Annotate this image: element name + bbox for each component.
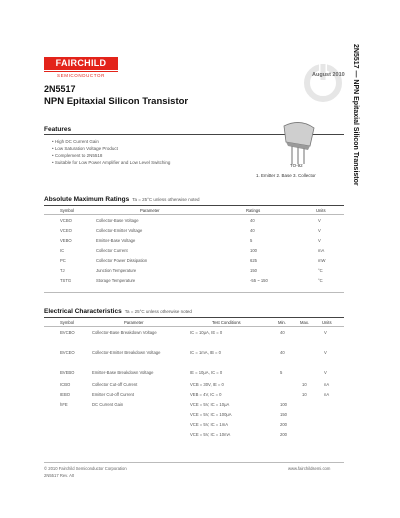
- cell-rating: 100: [250, 248, 257, 253]
- package-name: TO-92: [290, 163, 303, 168]
- elec-col-symbol: Symbol: [60, 320, 74, 325]
- cell-min: 40: [280, 350, 285, 355]
- cell-rating: 40: [250, 218, 255, 223]
- elec-heading: [44, 308, 192, 315]
- cell-units: V: [318, 218, 321, 223]
- abs-max-rule-top: [44, 205, 344, 206]
- cell-max: 10: [302, 382, 307, 387]
- elec-rule-top: [44, 317, 344, 318]
- footer-website[interactable]: www.fairchildsemi.com: [288, 466, 331, 471]
- document-title: NPN Epitaxial Silicon Transistor: [44, 96, 189, 107]
- cell-parameter: Collector-Emitter Breakdown Voltage: [92, 350, 161, 355]
- cell-units: V: [318, 228, 321, 233]
- elec-note: Ta = 25°C unless otherwise noted: [124, 309, 192, 314]
- cell-conditions: VCB = 30V, IE = 0: [190, 382, 224, 387]
- footer-rule: [44, 462, 344, 463]
- part-number: 2N5517: [44, 84, 76, 94]
- abs-max-heading: [44, 196, 199, 203]
- abs-max-rule-bottom: [44, 292, 344, 293]
- cell-units: V: [324, 330, 327, 335]
- cell-symbol: VEBO: [60, 238, 72, 243]
- cell-symbol: ICBO: [60, 382, 71, 387]
- elec-col-min: Min.: [278, 320, 286, 325]
- abs-max-header-rule: [44, 214, 344, 215]
- cell-symbol: BVCEO: [60, 350, 75, 355]
- cell-conditions: VCE = 5V, IC = 10μA: [190, 402, 230, 407]
- elec-col-parameter: Parameter: [124, 320, 144, 325]
- cell-units: °C: [318, 268, 323, 273]
- cell-units: V: [318, 238, 321, 243]
- cell-conditions: IC = 1mA, IB = 0: [190, 350, 221, 355]
- cell-rating: 40: [250, 228, 255, 233]
- abs-max-title: Absolute Maximum Ratings: [44, 196, 130, 203]
- elec-title: Electrical Characteristics: [44, 308, 122, 315]
- cell-min: 100: [280, 402, 287, 407]
- to92-package-image: [270, 118, 330, 166]
- side-title: 2N5517 — NPN Epitaxial Silicon Transistor: [352, 44, 359, 186]
- cell-symbol: hFE: [60, 402, 68, 407]
- cell-conditions: VCE = 5V, IC = 10mA: [190, 432, 231, 437]
- cell-min: 5: [280, 370, 283, 375]
- cell-symbol: TSTG: [60, 278, 72, 283]
- logo-underline: [44, 71, 118, 72]
- cell-rating: 625: [250, 258, 257, 263]
- abs-col-units: Units: [316, 208, 326, 213]
- cell-symbol: TJ: [60, 268, 65, 273]
- cell-parameter: DC Current Gain: [92, 402, 124, 407]
- cell-rating: -55 ~ 150: [250, 278, 268, 283]
- cell-units: mW: [318, 258, 326, 263]
- feature-item: • Low Saturation Voltage Product: [52, 146, 118, 151]
- cell-symbol: BVEBO: [60, 370, 75, 375]
- footer-copyright: © 2010 Fairchild Semiconductor Corporation: [44, 466, 127, 471]
- cell-conditions: IE = 10μA, IC = 0: [190, 370, 223, 375]
- abs-max-note: Ta = 25°C unless otherwise noted: [132, 197, 200, 202]
- cell-symbol: IC: [60, 248, 65, 253]
- cell-units: V: [324, 370, 327, 375]
- cell-parameter: Collector Current: [96, 248, 128, 253]
- fairchild-logo: FAIRCHILD: [44, 57, 118, 70]
- feature-item: • Complement to 2N5518: [52, 153, 103, 158]
- feature-item: • High DC Current Gain: [52, 139, 99, 144]
- cell-symbol: IEBO: [60, 392, 71, 397]
- cell-conditions: VCE = 5V, IC = 1mA: [190, 422, 229, 427]
- abs-col-symbol: Symbol: [60, 208, 74, 213]
- cell-min: 150: [280, 412, 287, 417]
- cell-units: nA: [324, 382, 330, 387]
- cell-units: V: [324, 350, 327, 355]
- elec-col-conditions: Test Conditions: [212, 320, 241, 325]
- cell-parameter: Emitter-Base Voltage: [96, 238, 136, 243]
- cell-rating: 150: [250, 268, 257, 273]
- cell-parameter: Collector-Base Voltage: [96, 218, 139, 223]
- cell-conditions: IC = 10μA, IE = 0: [190, 330, 223, 335]
- cell-parameter: Collector-Emitter Voltage: [96, 228, 143, 233]
- cell-symbol: VCBO: [60, 218, 72, 223]
- logo-subtitle: SEMICONDUCTOR: [57, 73, 105, 78]
- cell-parameter: Junction Temperature: [96, 268, 137, 273]
- cell-conditions: VEB = 4V, IC = 0: [190, 392, 222, 397]
- cell-units: mA: [318, 248, 325, 253]
- cell-parameter: Collector Cut-off Current: [92, 382, 138, 387]
- document-date: August 2010: [312, 72, 345, 78]
- elec-header-rule: [44, 326, 344, 327]
- package-pinout: 1. Emitter 2. Base 3. Collector: [256, 173, 316, 178]
- elec-col-max: Max.: [300, 320, 310, 325]
- cell-min: 200: [280, 432, 287, 437]
- cell-symbol: BVCBO: [60, 330, 75, 335]
- cell-symbol: VCEO: [60, 228, 72, 233]
- cell-units: nA: [324, 392, 330, 397]
- feature-item: • Suitable for Low Power Amplifier and Low Level Switching: [52, 160, 171, 165]
- cell-rating: 5: [250, 238, 253, 243]
- cell-conditions: VCE = 5V, IC = 100μA: [190, 412, 232, 417]
- abs-col-ratings: Ratings: [246, 208, 261, 213]
- cell-parameter: Emitter Cut-off Current: [92, 392, 135, 397]
- cell-parameter: Collector Power Dissipation: [96, 258, 148, 263]
- power-watermark-icon: [300, 60, 346, 106]
- cell-symbol: PC: [60, 258, 66, 263]
- cell-min: 200: [280, 422, 287, 427]
- cell-parameter: Emitter-Base Breakdown Voltage: [92, 370, 154, 375]
- cell-max: 10: [302, 392, 307, 397]
- abs-col-parameter: Parameter: [140, 208, 160, 213]
- features-heading: Features: [44, 126, 72, 133]
- footer-revision: 2N5517 Rev. A0: [44, 473, 75, 478]
- cell-units: °C: [318, 278, 323, 283]
- cell-min: 40: [280, 330, 285, 335]
- cell-parameter: Storage Temperature: [96, 278, 136, 283]
- elec-col-units: Units: [322, 320, 332, 325]
- cell-parameter: Collector-Base Breakdown Voltage: [92, 330, 157, 335]
